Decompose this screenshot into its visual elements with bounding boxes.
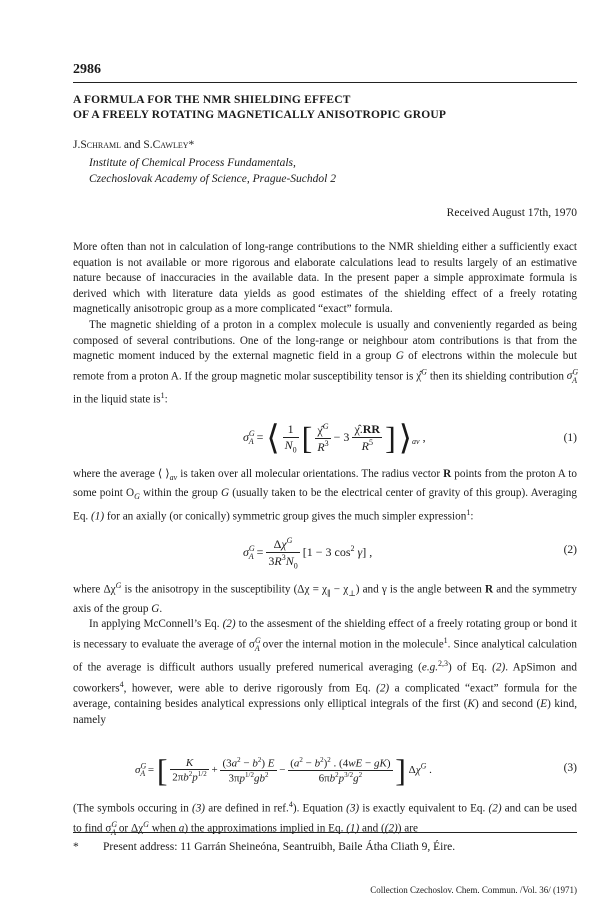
abstract-block: [73, 240, 577, 409]
author-1: Schraml: [80, 139, 121, 151]
equation-2-number: (2): [563, 544, 577, 556]
equation-2: $\sigma^G_A$ = $\frac{\Delta\chi^G}{3R^3N_0}$ [1 − 3 $\cos^2 \gamma$] , (2): [243, 536, 577, 571]
authors: J.Schraml and S.Cawley*: [73, 139, 195, 151]
equation-3-number: (3): [563, 762, 577, 774]
paragraph-3-block: [73, 467, 577, 525]
footnote-rule: [73, 832, 577, 833]
paragraph-6: (The symbols occuring in (3) are defined in ref.$^4$). Equation (3) is exactly equivalent to Eq. (2) and can be used to find $\sigma^G_A$ or $\Delta\chi^G$ when a) the approximations implied in Eq. (1) and ((2)) are: [73, 800, 577, 838]
title-line-1: A FORMULA FOR THE NMR SHIELDING EFFECT: [73, 94, 351, 106]
equation-1-number: (1): [563, 432, 577, 444]
paragraph-1: More often than not in calculation of long-range contributions to the NMR shielding either a sufficiently exact equation is not available or more rigorous and elaborate calculations lead to results largely of an estimative nature because of inaccuracies in the available data. In the present paper a simple approximate formula is derived which with literature data yields as good estimates of the shielding effect of a freely rotating magnetically anisotropic group as a more complicated “exact” formula.: [73, 241, 577, 316]
paragraph-2: The magnetic shielding of a proton in a complex molecule is usually and conveniently regarded as being composed of several contributions. One of the long-range or neighbour atom contributions is that from the magnetic moment induced by the external magnetic field in a group G of electrons within the molecule but remote from a proton A. If the group magnetic molar susceptibility tensor is χ̂$^G$ then its shielding contribution $\sigma^G_A$ in the liquid state $is^1$:: [73, 318, 579, 407]
institution: Institute of Chemical Process Fundamentals, Czechoslovak Academy of Science, Prague-Suchdol 2: [89, 157, 336, 185]
header-rule: [73, 82, 577, 83]
equation-1: $\sigma^G_A$ = ⟨ $\frac{1}{N_0}$ [ $\frac{\chî^G}{R^3}$ − 3 $\frac{\chî.RR}{R^5}$ ] $⟩_{av}$ , (1): [243, 419, 577, 457]
footnote-mark: *: [188, 139, 195, 151]
author-2: Cawley: [152, 139, 189, 151]
paragraph-4: where $\Delta\chi^G$ is the anisotropy in the susceptibility $(\Delta\chi = \chi_\parallel - \chi_\perp)$ and γ is the angle between R and the symmetry axis of the group G.: [73, 581, 578, 615]
article-title: [73, 93, 577, 123]
title-line-2: OF A FREELY ROTATING MAGNETICALLY ANISOTROPIC GROUP: [73, 109, 447, 121]
journal-footer: Collection Czechoslov. Chem. Commun. /Vol. 36/ (1971): [370, 885, 577, 895]
footnote-text: Present address: 11 Garrán Sheineóna, Seantruibh, Baile Átha Cliath 9, Éire.: [103, 841, 456, 853]
footnote-star: *: [73, 841, 79, 853]
paragraph-5: In applying McConnell’s Eq. (2) to the assesment of the shielding effect of a freely rotating group or bond it is necessary to evaluate the average of $\sigma^G_A$ over the internal motion in the molecule$^1$. Since analytical calculation of the average is difficult authors usually prefered numerical averaging (e.g.$^{2,3}$) of Eq. (2). ApSimon and coworkers$^4$, however, were able to derive rigorously from Eq. (2) a complicated “exact” formula for the average, containing besides analytical expressions only elliptical integrals of the first (K) and second (E) kind, namely: [73, 618, 578, 726]
paragraph-3: where the average ⟨ $⟩_{av}$ is taken over all molecular orientations. The radius vector R points from the proton A to some point $O_G$ within the group G (usually taken to be the electrical center of gravity of this group). Averaging Eq. (1) for an axially (or conically) symmetric group gives the much simpler expression$^1$:: [73, 468, 577, 523]
footnote: [73, 841, 577, 853]
equation-3: $\sigma^G_A$ = [ $\frac{K}{2\pi b^2p^{1/2}}$ + $\frac{(3a^2 - b^2) E}{3\pi p^{1/2}gb^2}$ − $\frac{(a^2 - b^2)^2 . (4wE - gK)}{6\pi b^2p^{3/2}g^2}$ ] $\Delta\chi^G$ . (3): [135, 752, 577, 788]
paragraph-6-block: [73, 797, 577, 841]
received-date: Received August 17th, 1970: [446, 207, 577, 219]
paragraph-4-5-block: [73, 578, 577, 728]
page-number: 2986: [73, 62, 101, 77]
